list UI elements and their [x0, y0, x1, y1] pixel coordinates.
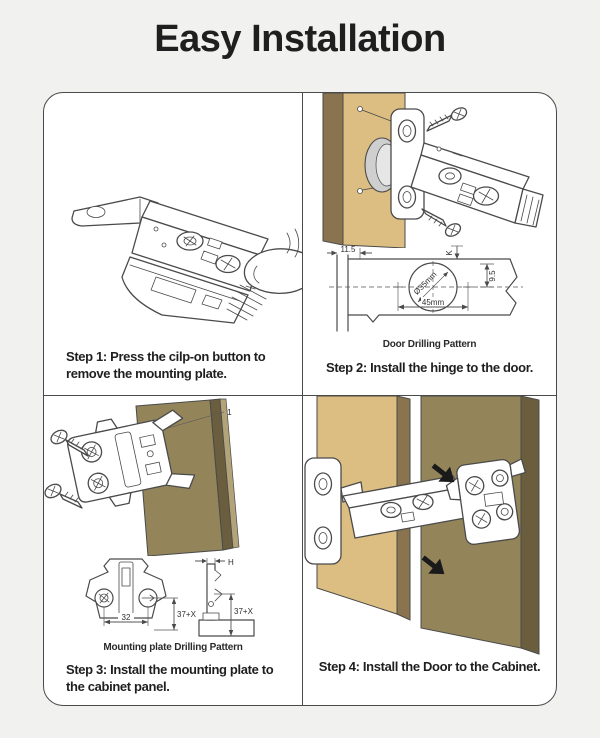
mounting-plate-drilling-pattern-label: Mounting plate Drilling Pattern: [103, 642, 243, 653]
dim-door-thickness: H: [228, 558, 234, 567]
dim-hole-spacing: 45mm: [421, 298, 445, 307]
dim-front-offset: 37+X: [177, 610, 196, 619]
part-number-label: 1: [227, 407, 232, 417]
door-drilling-pattern-label: Door Drilling Pattern: [382, 339, 477, 350]
step2-hinge-to-door-illustration: [303, 93, 556, 248]
dim-side-offset: 9.5: [488, 270, 497, 282]
instruction-panel: [43, 92, 557, 706]
mounting-plate-drilling-pattern-diagram: [62, 556, 286, 640]
plate-front-view: [86, 559, 166, 618]
step4-door-to-cabinet-illustration: [303, 396, 556, 656]
step4-caption: Step 4: Install the Door to the Cabinet.: [318, 659, 541, 674]
dim-side-offset-37x: 37+X: [234, 607, 253, 616]
step2-quadrant: [303, 93, 556, 396]
dim-depth-k: K: [445, 250, 454, 256]
step1-quadrant: [44, 93, 303, 396]
step3-quadrant: [44, 396, 303, 705]
plate-side-view: [199, 564, 254, 636]
step2-caption: Step 2: Install the hinge to the door.: [326, 360, 533, 375]
step3-caption: Step 3: Install the mounting plate to the cabinet panel.: [66, 662, 274, 695]
door-drilling-pattern-diagram: [317, 245, 529, 337]
screw-bottom: [422, 209, 463, 239]
page-title: Easy Installation: [154, 18, 446, 60]
dim-edge-offset: 11.5: [340, 245, 356, 254]
step3-mounting-plate-illustration: [44, 398, 303, 556]
step1-hinge-press-illustration: [44, 133, 303, 343]
step1-caption: Step 1: Press the cilp-on button to remove the mounting plate.: [66, 349, 266, 382]
dim-hole-spacing-32: 32: [121, 613, 131, 622]
screw-top: [427, 105, 469, 131]
dim-cup-diameter: Ø35mm: [411, 269, 439, 297]
step4-quadrant: [303, 396, 556, 705]
